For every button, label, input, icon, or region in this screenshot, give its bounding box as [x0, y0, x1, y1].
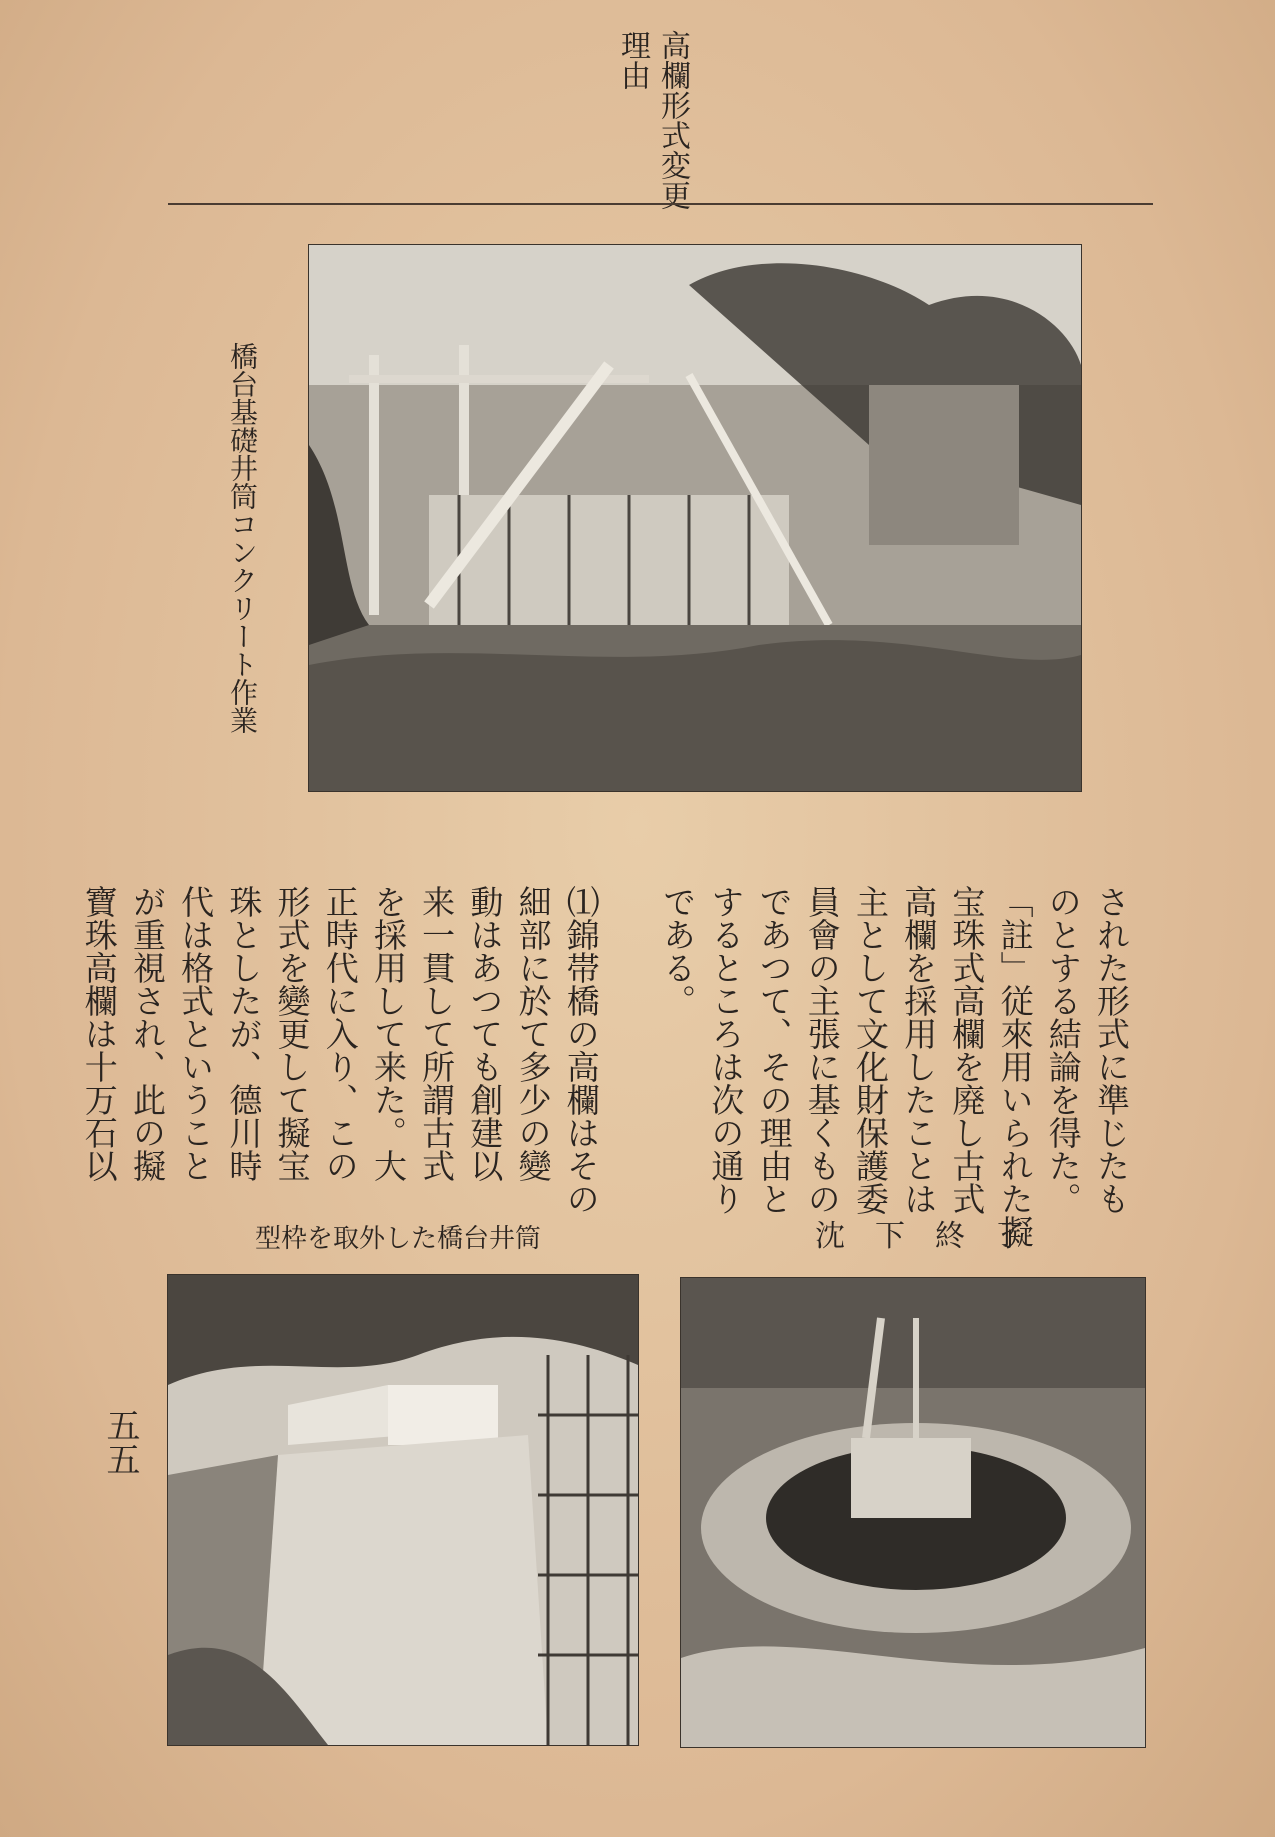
- body-text-column: 代は格式ということ: [176, 885, 216, 1182]
- body-text-column: である。: [658, 885, 698, 1017]
- body-text-column: 形式を變更して擬宝: [272, 885, 312, 1182]
- construction-scaffolding-illustration: [309, 245, 1081, 791]
- running-head-line: 理由: [615, 30, 650, 90]
- photo-caisson-sinking: [680, 1277, 1146, 1748]
- caisson-sinking-illustration: [681, 1278, 1145, 1747]
- body-text-column: 動はあつても創建以: [465, 885, 505, 1182]
- caption-top-photo: 橋台基礎井筒コンクリート作業: [226, 342, 259, 734]
- body-text-column: 員會の主張に基くもの: [802, 885, 842, 1215]
- body-text-column: 主として文化財保護委: [850, 885, 890, 1215]
- header-rule: [168, 203, 1153, 205]
- running-head-line: 高欄形式変更: [655, 30, 690, 210]
- body-text-column: であつて、その理由と: [754, 885, 794, 1215]
- body-text-column: 寶珠高欄は十万石以: [79, 885, 119, 1182]
- body-text-column: が重視され、此の擬: [127, 885, 167, 1182]
- body-text-column: 正時代に入り、この: [320, 885, 360, 1182]
- body-text-column: 高欄を採用したことは: [899, 885, 939, 1215]
- body-text-column: するところは次の通り: [706, 885, 746, 1215]
- body-text-column: 「註」従來用いられた擬: [995, 885, 1035, 1248]
- running-head: [612, 30, 692, 230]
- body-text-column: ⑴錦帯橋の高欄はその: [561, 885, 601, 1215]
- bridge-abutment-well-illustration: [168, 1275, 638, 1745]
- body-text-column: 来一貫して所謂古式: [417, 885, 457, 1182]
- caption-bottom-right-photo: 沈下終了: [815, 1219, 1055, 1254]
- body-text-column: された形式に準じたも: [1092, 885, 1131, 1215]
- body-text-column: 細部に於て多少の變: [513, 885, 553, 1182]
- page-number: 五五: [100, 1408, 140, 1476]
- photo-bridge-abutment-well: [167, 1274, 639, 1746]
- body-text-column: 珠としたが、德川時: [224, 885, 264, 1182]
- body-text-column: 宝珠式高欄を廃し古式: [947, 885, 987, 1215]
- body-text-column: のとする結論を得た。: [1043, 885, 1083, 1215]
- body-text-column: を採用して来た。大: [368, 885, 408, 1182]
- caption-bottom-left-photo: 型枠を取外した橋台井筒: [255, 1224, 542, 1254]
- photo-construction-scaffolding: [308, 244, 1082, 792]
